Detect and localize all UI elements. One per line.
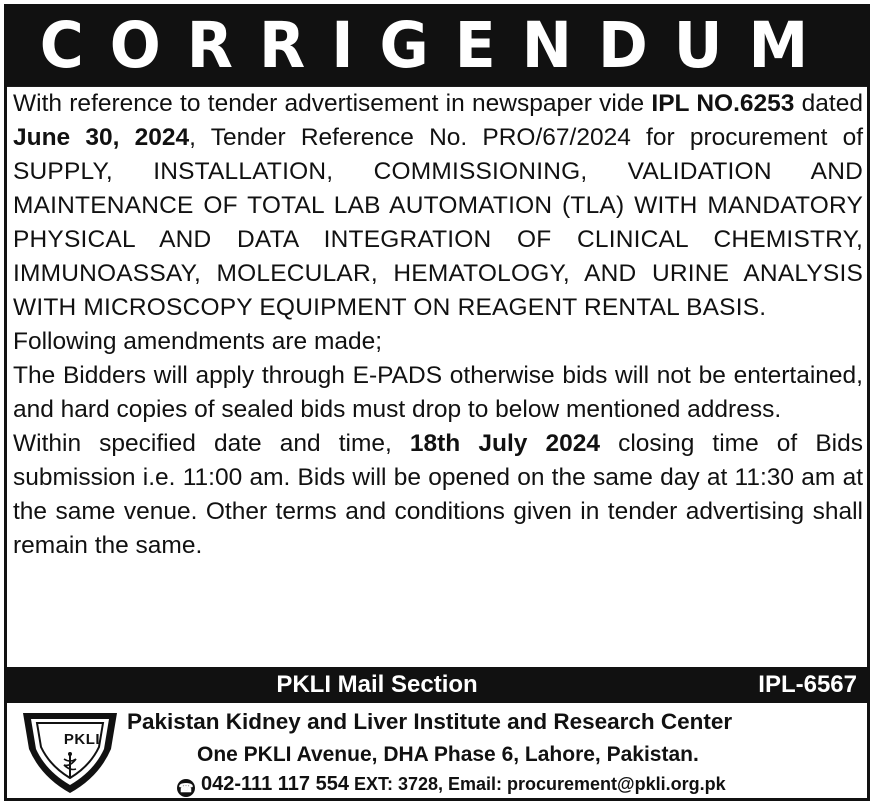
tender-date: June 30, 2024 (13, 124, 190, 151)
phone-number: 042-111 117 554 (201, 773, 349, 795)
p1-text-3: , Tender Reference No. PRO/67/2024 for procurement of (189, 124, 864, 151)
mail-section-label: PKLI Mail Section (276, 671, 478, 698)
pkli-logo (19, 709, 121, 795)
advertisement-frame (4, 4, 870, 801)
notice-body (13, 87, 863, 563)
p1-text-1: With reference to tender advertisement in newspaper vide (13, 90, 652, 117)
organization-contact (177, 773, 726, 797)
tender-reference-paragraph (13, 87, 863, 325)
ipl-number: IPL NO.6253 (651, 90, 795, 117)
closing-date-paragraph (13, 427, 863, 563)
shield-logo-icon (19, 709, 121, 795)
e-pads-paragraph: The Bidders will apply through E-PADS otherwise bids will not be entertained, and hard copies of sealed bids must drop to below mentioned address. (13, 362, 863, 423)
amendments-intro: Following amendments are made; (13, 328, 383, 355)
p1-text-2: dated (794, 90, 863, 117)
p3-text-2: closing time of Bids submission i.e. 11:00 am. Bids will be opened on the same day at 11:30 am at the same venue. Other terms and conditions given in tender advertising shall remain the same. (13, 430, 863, 559)
footer-bar (7, 667, 867, 703)
organization-address: One PKLI Avenue, DHA Phase 6, Lahore, Pakistan. (197, 743, 699, 766)
extension-email: EXT: 3728, Email: procurement@pkli.org.pk (348, 774, 726, 794)
closing-date: 18th July 2024 (409, 430, 600, 457)
p3-text-1: Within specified date and time, (13, 430, 410, 457)
tender-subject: SUPPLY, INSTALLATION, COMMISSIONING, VALIDATION AND MAINTENANCE OF TOTAL LAB AUTOMATION (TLA) WITH MANDATORY PHYSICAL AND DATA INTEGRATION OF CLINICAL CHEMISTRY, IMMUNOASSAY, MOLECULAR, HEMATOLOGY, AND URINE ANALYSIS WITH MICROSCOPY EQUIPMENT ON REAGENT RENTAL BASIS. (13, 158, 863, 321)
organization-block (7, 703, 867, 798)
logo-text: PKLI (63, 731, 101, 748)
ipl-reference: IPL-6567 (758, 671, 857, 698)
corrigendum-title: CORRIGENDUM (7, 5, 867, 87)
phone-icon: ☎ (178, 781, 194, 795)
organization-name: Pakistan Kidney and Liver Institute and Research Center (127, 709, 733, 734)
